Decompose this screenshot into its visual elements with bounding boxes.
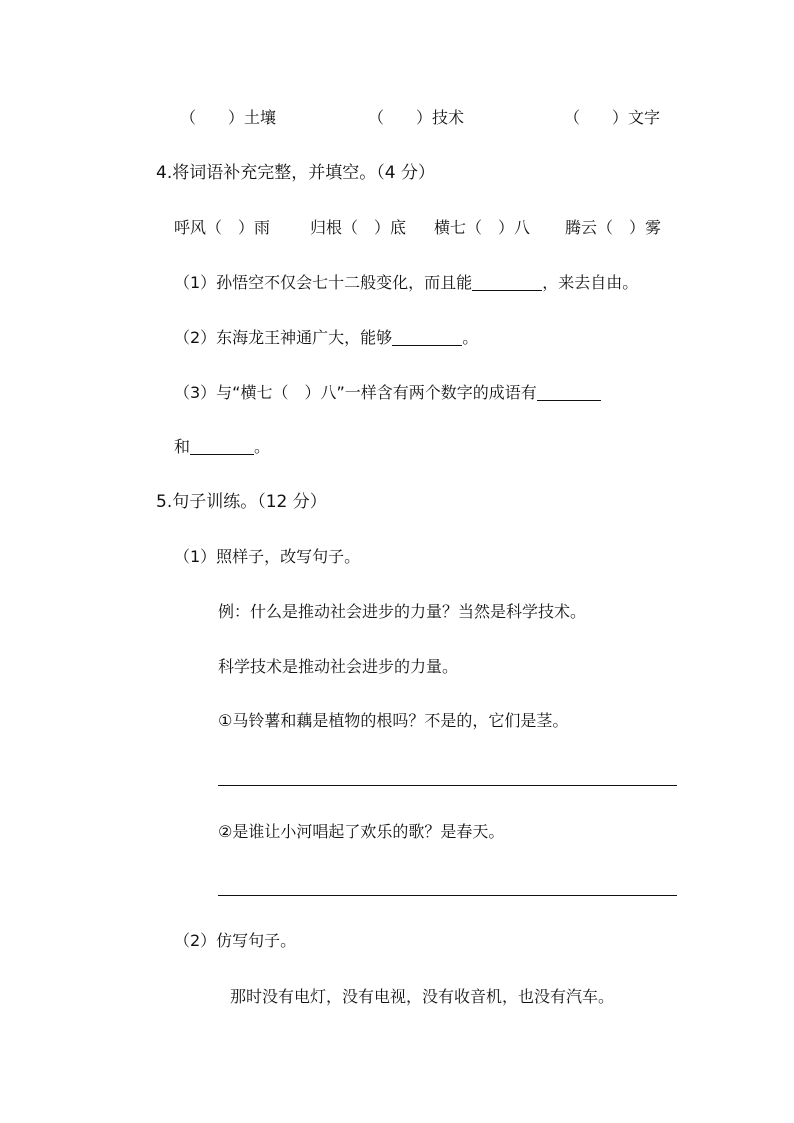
option-writing: （ ）文字	[564, 108, 661, 127]
option-soil: （ ）土壤	[180, 108, 277, 127]
answer-line-2[interactable]	[218, 895, 677, 896]
q5-subquestion-1: （1）照样子，改写句子。	[174, 547, 361, 566]
q4-s2-prefix: （2）东海龙王神通广大，能够	[174, 328, 393, 347]
q4-sentence-3-continued	[174, 437, 270, 457]
q5-example: 例：什么是推动社会进步的力量？当然是科学技术。	[218, 602, 587, 621]
idiom-2: 归根（ ）底	[310, 218, 407, 237]
idiom-3: 横七（ ）八	[434, 218, 531, 237]
q4-s3b-suffix: 。	[254, 437, 271, 456]
q4-sentence-3	[174, 383, 601, 403]
q4-s2-suffix: 。	[462, 328, 479, 347]
idiom-4: 腾云（ ）雾	[565, 218, 662, 237]
answer-line-1[interactable]	[218, 785, 677, 786]
question-4-title: 4.将词语补充完整，并填空。（4 分）	[156, 163, 435, 183]
q5-subquestion-2: （2）仿写句子。	[174, 931, 297, 950]
q4-s1-prefix: （1）孙悟空不仅会七十二般变化，而且能	[174, 273, 473, 292]
idiom-1: 呼风（ ）雨	[174, 218, 271, 237]
q4-s3b-prefix: 和	[174, 437, 191, 456]
q4-s3-blank-1[interactable]	[537, 386, 601, 401]
q4-s2-blank[interactable]	[392, 331, 462, 346]
q5-example-answer: 科学技术是推动社会进步的力量。	[218, 657, 459, 676]
q4-sentence-2	[174, 328, 478, 348]
q4-s1-blank[interactable]	[472, 276, 542, 291]
option-technology: （ ）技术	[368, 108, 465, 127]
question-5-title: 5.句子训练。（12 分）	[156, 492, 327, 512]
q5-model-sentence: 那时没有电灯，没有电视，没有收音机，也没有汽车。	[230, 987, 615, 1006]
q4-s1-suffix: ，来去自由。	[542, 273, 639, 292]
q5-item-1: ①马铃薯和藕是植物的根吗？不是的，它们是茎。	[218, 711, 569, 730]
q4-s3-blank-2[interactable]	[190, 440, 254, 455]
q4-sentence-1	[174, 273, 638, 293]
q4-s3-prefix: （3）与“横七（ ）八”一样含有两个数字的成语有	[174, 383, 537, 402]
q5-item-2: ②是谁让小河唱起了欢乐的歌？是春天。	[218, 822, 505, 841]
